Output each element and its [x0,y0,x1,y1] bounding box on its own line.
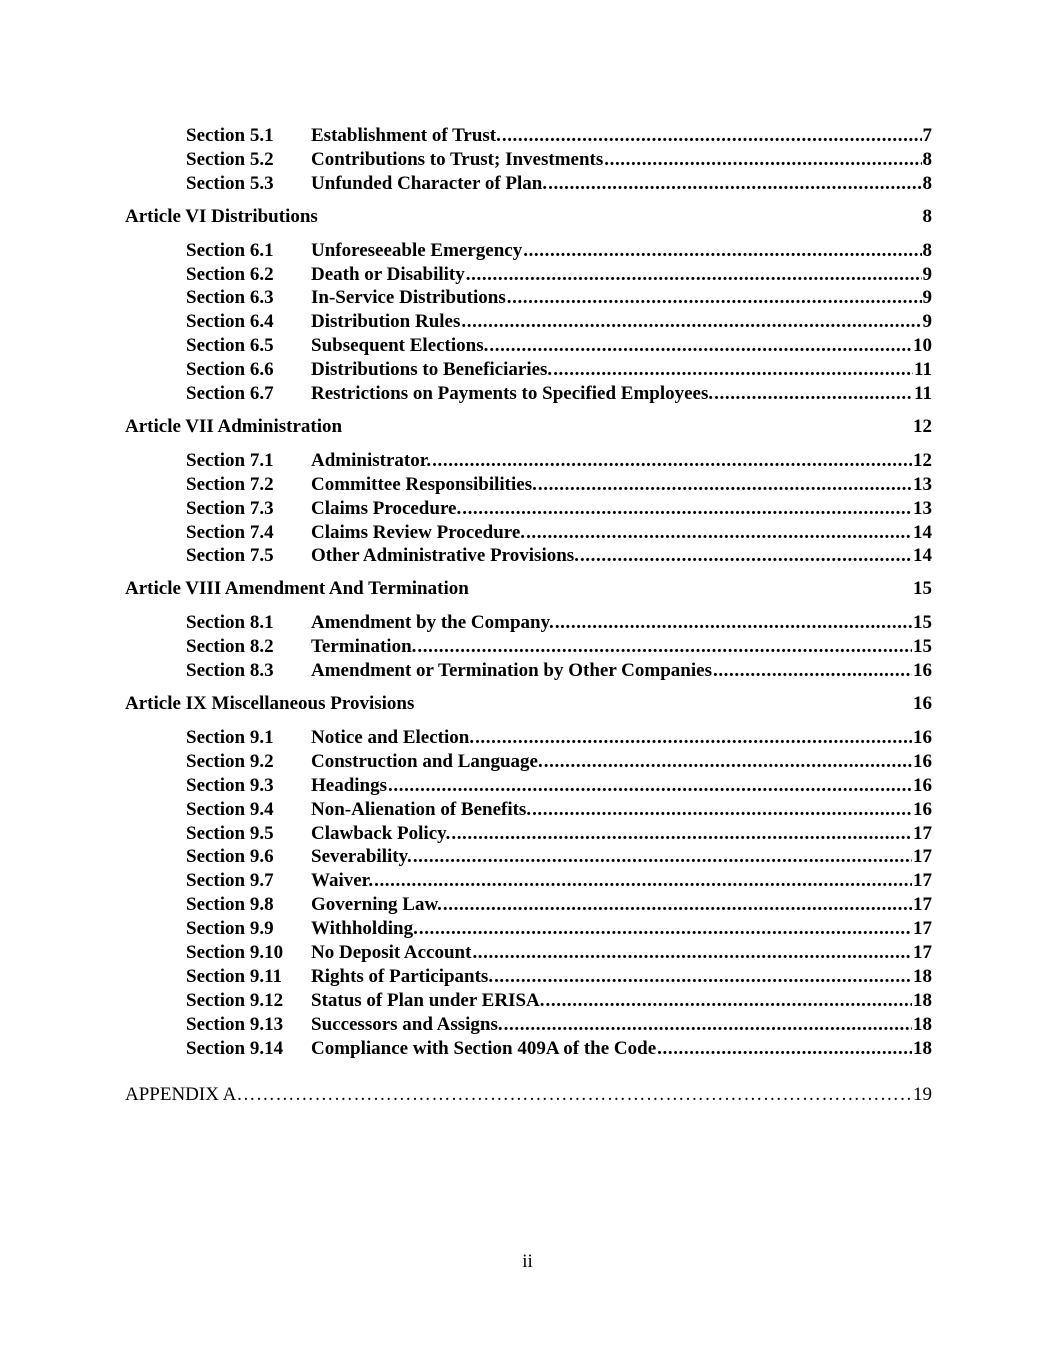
section-number: Section 9.14 [186,1037,284,1059]
section-number: Section 9.12 [186,989,284,1011]
section-title: Claims Procedure. [311,497,462,519]
page-footer [0,1251,1055,1273]
toc-section-entry[interactable] [125,1037,932,1061]
section-title: Distributions to Beneficiaries. [311,359,553,381]
toc-section-entry[interactable] [125,358,932,382]
section-number: Section 7.5 [186,545,274,567]
section-page: 8 [922,172,932,194]
toc-section-entry[interactable] [125,286,932,310]
toc-section-entry[interactable] [125,544,932,568]
section-page: 14 [913,545,932,567]
section-page: 8 [922,239,932,261]
section-page: 11 [914,359,932,381]
section-page: 9 [922,287,932,309]
section-title: Severability. [311,846,412,868]
appendix-page: 19 [913,1083,932,1105]
toc-section-entry[interactable] [125,263,932,287]
article-page: 16 [913,693,932,715]
section-title: Status of Plan under ERISA. [311,989,545,1011]
toc-groups [125,124,932,1061]
section-number: Section 7.1 [186,449,274,471]
article-heading[interactable] [125,692,932,716]
section-number: Section 5.1 [186,125,274,146]
section-page: 8 [922,148,932,170]
section-title: Non-Alienation of Benefits. [311,798,532,820]
article-page: 8 [922,205,932,227]
toc-section-entry[interactable] [125,334,932,358]
toc-section-entry[interactable] [125,521,932,545]
section-page: 13 [913,497,932,519]
dot-leader [461,310,921,334]
article-title: Article VII Administration [125,415,343,437]
article-heading[interactable] [125,415,932,439]
dot-leader [546,989,912,1013]
dot-leader [507,286,922,310]
article-title: Article VIII Amendment And Termination [125,578,469,600]
section-number: Section 6.6 [186,359,274,381]
section-number: Section 5.3 [186,172,274,194]
section-title: Waiver. [311,870,374,892]
dot-leader [374,869,912,893]
dot-leader [657,1037,912,1061]
section-title: Distribution Rules [311,311,461,333]
toc-section-entry[interactable] [125,124,932,148]
section-title: Termination. [311,636,417,658]
toc-section-entry[interactable] [125,869,932,893]
dot-leader [526,521,912,545]
section-number: Section 9.4 [186,798,274,820]
dot-leader [466,263,922,287]
section-page: 18 [913,989,932,1011]
section-page: 10 [913,335,932,357]
section-title: Withholding. [311,918,418,940]
section-title: Unfunded Character of Plan. [311,172,548,194]
page-number: ii [522,1251,533,1272]
section-title: In-Service Distributions [311,287,506,309]
section-page: 16 [913,660,932,682]
toc-section-entry[interactable] [125,750,932,774]
dot-leader [489,334,912,358]
section-page: 15 [913,636,932,658]
dot-leader [475,726,912,750]
section-title: No Deposit Account [311,942,472,964]
toc-section-entry[interactable] [125,382,932,406]
section-number: Section 6.3 [186,287,274,309]
toc-section-entry[interactable] [125,611,932,635]
dot-leader [413,845,912,869]
section-page: 9 [922,263,932,285]
toc-section-entry[interactable] [125,822,932,846]
dot-leader [451,822,912,846]
section-title: Committee Responsibilities. [311,473,537,495]
toc-section-entry[interactable] [125,310,932,334]
section-title: Clawback Policy. [311,822,451,844]
section-page: 14 [913,521,932,543]
dot-leader [419,917,912,941]
section-title: Other Administrative Provisions. [311,545,579,567]
article-page: 12 [913,415,932,437]
section-number: Section 9.8 [186,894,274,916]
toc-section-entry[interactable] [125,774,932,798]
dot-leader [544,750,912,774]
dot-leader [714,382,913,406]
section-title: Governing Law. [311,894,442,916]
section-page: 15 [913,612,932,634]
article-page: 15 [913,578,932,600]
section-title: Rights of Participants. [311,965,494,987]
section-number: Section 9.6 [186,846,274,868]
toc-section-entry[interactable] [125,239,932,263]
toc-section-entry[interactable] [125,941,932,965]
toc-section-entry[interactable] [125,148,932,172]
section-title: Amendment by the Company. [311,612,554,634]
section-number: Section 8.1 [186,612,274,634]
section-page: 17 [913,870,932,892]
dot-leader [504,1013,912,1037]
dot-leader [494,965,912,989]
toc-section-entry[interactable] [125,497,932,521]
section-number: Section 7.3 [186,497,274,519]
toc-section-entry[interactable] [125,449,932,473]
section-page: 16 [913,727,932,749]
toc-section-entry[interactable] [125,989,932,1013]
section-title: Compliance with Section 409A of the Code [311,1037,657,1059]
table-of-contents [125,124,932,1106]
toc-section-entry[interactable] [125,798,932,822]
article-title: Article VI Distributions [125,205,318,227]
dot-leader [462,497,912,521]
toc-section-entry[interactable] [125,845,932,869]
dot-leader [388,774,912,798]
section-number: Section 6.2 [186,263,274,285]
dot-leader [555,611,912,635]
section-title: Administrator. [311,449,432,471]
toc-section-entry[interactable] [125,473,932,497]
section-title: Claims Review Procedure. [311,521,526,543]
dot-leader [443,893,912,917]
section-number: Section 9.3 [186,774,274,796]
section-number: Section 6.1 [186,239,274,261]
section-number: Section 6.5 [186,335,274,357]
dot-leader [604,148,921,172]
dot-leader [538,473,912,497]
section-number: Section 8.3 [186,660,274,682]
section-title: Construction and Language. [311,750,543,772]
dot-leader [502,124,922,148]
section-title: Establishment of Trust. [311,125,501,146]
section-page: 7 [922,125,932,146]
section-number: Section 9.11 [186,965,283,987]
section-number: Section 9.9 [186,918,274,940]
section-number: Section 6.4 [186,311,274,333]
section-number: Section 7.4 [186,521,274,543]
section-number: Section 6.7 [186,383,274,405]
toc-section-entry[interactable] [125,659,932,683]
section-page: 17 [913,822,932,844]
section-page: 17 [913,918,932,940]
section-number: Section 9.5 [186,822,274,844]
section-page: 16 [913,774,932,796]
dot-leader [472,941,912,965]
section-number: Section 7.2 [186,473,274,495]
section-page: 17 [913,846,932,868]
section-page: 17 [913,894,932,916]
dot-leader [432,449,912,473]
section-title: Death or Disability [311,263,465,285]
section-title: Unforeseeable Emergency [311,239,523,261]
toc-section-entry[interactable] [125,635,932,659]
section-title: Successors and Assigns. [311,1013,503,1035]
section-title: Notice and Election. [311,727,475,749]
dot-leader [580,544,912,568]
dot-leader [553,358,913,382]
section-number: Section 9.10 [186,942,284,964]
dot-leader [532,798,912,822]
toc-section-entry[interactable] [125,965,932,989]
toc-section-entry[interactable] [125,726,932,750]
section-page: 17 [913,942,932,964]
dot-leader [523,239,921,263]
section-page: 9 [922,311,932,333]
section-number: Section 9.2 [186,750,274,772]
section-number: Section 8.2 [186,636,274,658]
section-page: 16 [913,798,932,820]
article-heading[interactable] [125,205,932,229]
article-title: Article IX Miscellaneous Provisions [125,693,415,715]
section-number: Section 9.1 [186,727,274,749]
dot-leader [417,635,912,659]
section-number: Section 9.13 [186,1013,284,1035]
section-number: Section 5.2 [186,148,274,170]
section-title: Restrictions on Payments to Specified Employees. [311,383,714,405]
appendix-entry[interactable] [125,1084,932,1106]
section-title: Headings [311,774,388,796]
appendix-title: APPENDIX A [125,1083,237,1105]
dot-leader [236,1084,913,1106]
section-page: 18 [913,1037,932,1059]
section-page: 18 [913,965,932,987]
section-number: Section 9.7 [186,870,274,892]
dot-leader [713,659,912,683]
section-page: 11 [914,383,932,405]
toc-section-entry[interactable] [125,917,932,941]
section-page: 18 [913,1013,932,1035]
section-title: Subsequent Elections. [311,335,489,357]
section-title: Amendment or Termination by Other Companies [311,660,712,682]
section-page: 16 [913,750,932,772]
toc-section-entry[interactable] [125,893,932,917]
dot-leader [548,172,921,196]
section-page: 12 [913,449,932,471]
article-heading[interactable] [125,577,932,601]
section-title: Contributions to Trust; Investments [311,148,604,170]
section-page: 13 [913,473,932,495]
toc-section-entry[interactable] [125,172,932,196]
toc-section-entry[interactable] [125,1013,932,1037]
